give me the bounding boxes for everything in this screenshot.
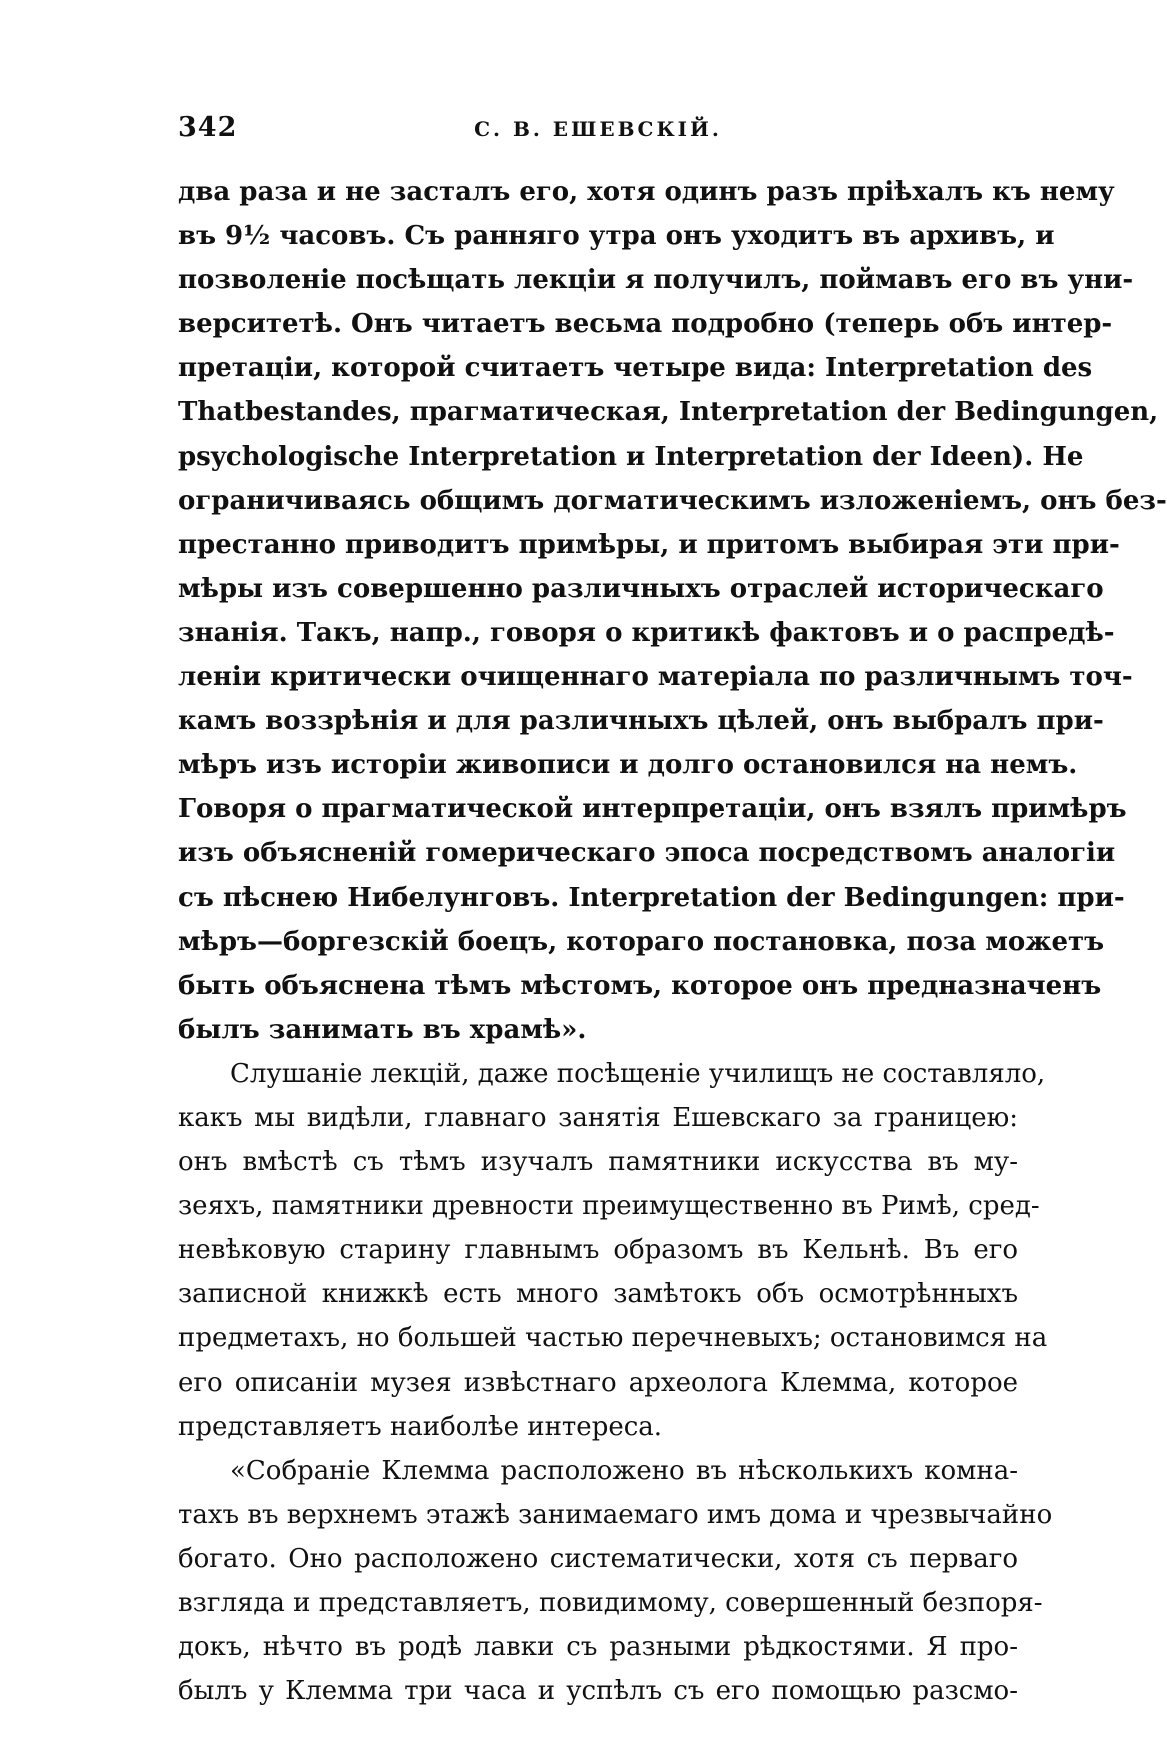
text-line: въ 9½ часовъ. Съ ранняго утра онъ уходитъ въ архивъ, и — [178, 221, 1055, 252]
text-line: быть объяснена тѣмъ мѣстомъ, которое онъ предназначенъ — [178, 970, 1102, 1001]
page-number: 342 — [178, 112, 238, 143]
paragraph-3 — [178, 1449, 1053, 1714]
text-line: былъ занимать въ храмѣ». — [178, 1014, 587, 1045]
text-line: взгляда и представляетъ, повидимому, совершенный безпоря- — [178, 1588, 1043, 1618]
text-line: записной книжкѣ есть много замѣтокъ объ осмотрѣнныхъ — [178, 1279, 1018, 1310]
text-line: мѣры изъ совершенно различныхъ отраслей историческаго — [178, 573, 1104, 604]
text-line: онъ вмѣстѣ съ тѣмъ изучалъ памятники искусства въ му- — [178, 1147, 1018, 1178]
text-line: камъ воззрѣнія и для различныхъ цѣлей, онъ выбралъ при- — [178, 706, 1104, 737]
text-line: позволеніе посѣщать лекціи я получилъ, поймавъ его въ уни- — [178, 265, 1134, 296]
text-line: ограничиваясь общимъ догматическимъ изложеніемъ, онъ без- — [178, 485, 1167, 516]
text-line: невѣковую старину главнымъ образомъ въ Кельнѣ. Въ его — [178, 1235, 1018, 1266]
text-line: богато. Оно расположено систематически, хотя съ перваго — [178, 1543, 1018, 1574]
text-line: верситетѣ. Онъ читаетъ весьма подробно (теперь объ интер- — [178, 309, 1113, 340]
text-line: Слушаніе лекцій, даже посѣщеніе училищъ не составляло, — [230, 1058, 1046, 1089]
text-line: представляетъ наиболѣе интереса. — [178, 1411, 663, 1442]
running-title: С. В. ЕШЕВСКІЙ. — [474, 117, 722, 141]
text-line: съ пѣснею Нибелунговъ. Interpretation der Bedingungen: при- — [178, 882, 1125, 913]
text-line: тахъ въ верхнемъ этажѣ занимаемаго имъ дома и чрезвычайно — [178, 1499, 1053, 1530]
text-line: Говоря о прагматической интерпретаціи, онъ взялъ примѣръ — [178, 794, 1127, 825]
text-line: какъ мы видѣли, главнаго занятія Ешевскаго за границею: — [178, 1102, 1018, 1133]
text-line: докъ, нѣчто въ родѣ лавки съ разными рѣдкостями. Я про- — [178, 1632, 1018, 1663]
text-line: былъ у Клемма три часа и успѣлъ съ его помощью разсмо- — [178, 1676, 1018, 1707]
text-line: зеяхъ, памятники древности преимущественно въ Римѣ, сред- — [178, 1191, 1040, 1222]
page-header — [178, 112, 1018, 152]
text-line: престанно приводитъ примѣры, и притомъ выбирая эти при- — [178, 529, 1120, 560]
paragraph-1 — [178, 170, 1167, 1052]
paragraph-2 — [178, 1052, 1048, 1449]
text-line: его описаніи музея извѣстнаго археолога Клемма, которое — [178, 1367, 1018, 1398]
text-line: Thatbestandes, прагматическая, Interpretation der Bedingungen, — [178, 397, 1159, 428]
text-line: знанія. Такъ, напр., говоря о критикѣ фактовъ и о распредѣ- — [178, 617, 1115, 648]
text-line: psychologische Interpretation и Interpretation der Ideen). Не — [178, 441, 1084, 472]
text-line: предметахъ, но большей частью перечневыхъ; остановимся на — [178, 1323, 1048, 1354]
text-line: претаціи, которой считаетъ четыре вида: Interpretation des — [178, 353, 1093, 384]
text-line: два раза и не засталъ его, хотя одинъ разъ пріѣхалъ къ нему — [178, 177, 1115, 207]
text-line: мѣръ изъ исторіи живописи и долго остановился на немъ. — [178, 750, 1078, 781]
text-line: «Собраніе Клемма расположено въ нѣсколькихъ комна- — [230, 1455, 1018, 1486]
text-line: леніи критически очищеннаго матеріала по различнымъ точ- — [178, 662, 1133, 693]
text-line: мѣръ—боргезскій боецъ, котораго постановка, поза можетъ — [178, 926, 1105, 957]
body-text — [178, 170, 1167, 1713]
text-line: изъ объясненій гомерическаго эпоса посредствомъ аналогіи — [178, 838, 1116, 869]
